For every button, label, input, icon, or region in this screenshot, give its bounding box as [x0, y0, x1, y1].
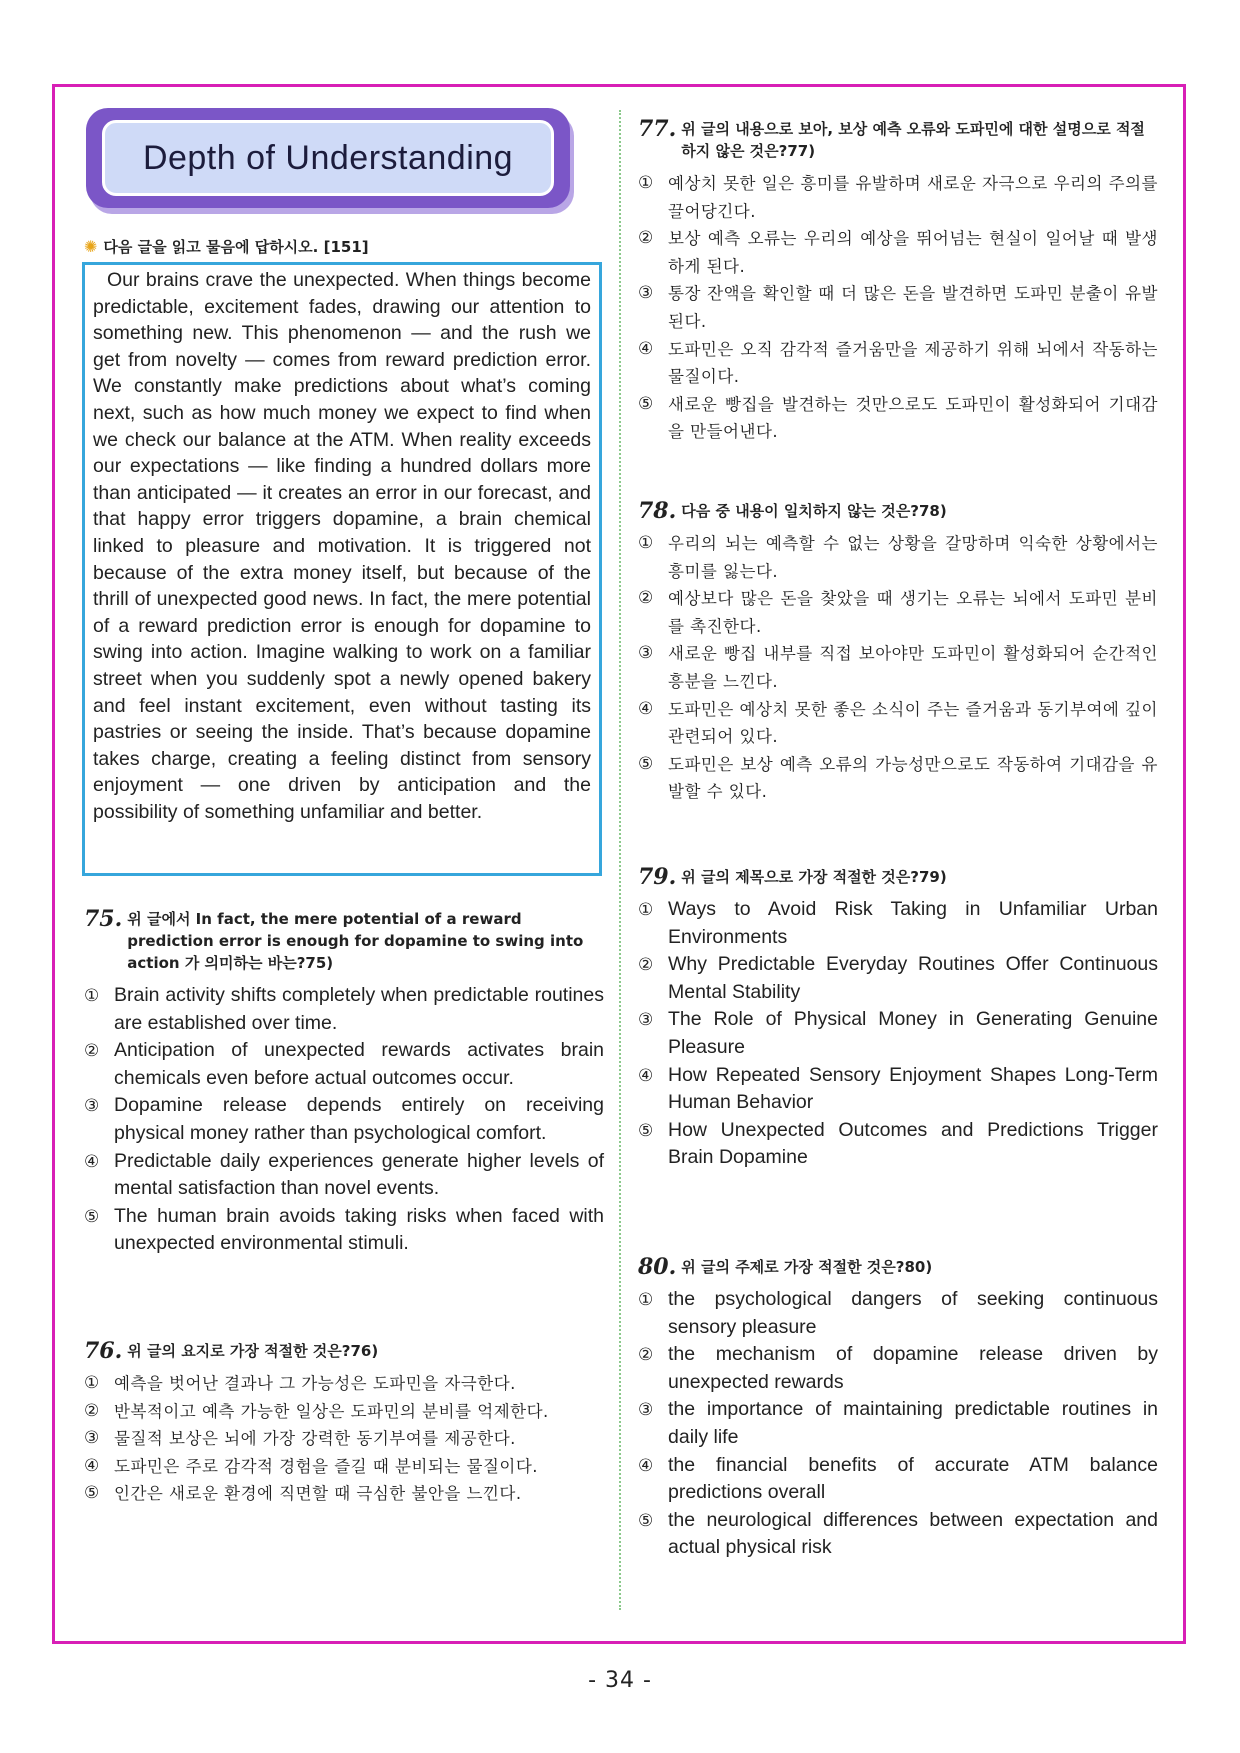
- sun-icon: ✺: [84, 237, 98, 256]
- question-79-options: [638, 896, 1158, 1172]
- option-text: 보상 예측 오류는 우리의 예상을 뛰어넘는 현실이 일어날 때 발생하게 된다.: [668, 229, 1158, 276]
- option-4[interactable]: [84, 1148, 604, 1203]
- option-text: The Role of Physical Money in Generating Genuine Pleasure: [668, 1008, 1158, 1058]
- option-1[interactable]: [638, 896, 1158, 951]
- question-76: [84, 1340, 604, 1508]
- option-marker: ③: [638, 283, 654, 304]
- question-80-number: 80.: [638, 1254, 677, 1280]
- question-79-stem: 위 글의 제목으로 가장 적절한 것은?79): [681, 868, 947, 886]
- section-title: Depth of Understanding: [142, 138, 514, 177]
- question-77-options: [638, 170, 1158, 446]
- option-marker: ⑤: [638, 1120, 654, 1140]
- option-marker: ④: [638, 698, 654, 719]
- option-text: 새로운 빵집 내부를 직접 보아야만 도파민이 활성화되어 순간적인 흥분을 느낀다.: [668, 644, 1158, 691]
- option-marker: ②: [638, 228, 654, 249]
- option-text: Ways to Avoid Risk Taking in Unfamiliar Urban Environments: [668, 898, 1158, 948]
- option-marker: ④: [638, 1455, 654, 1475]
- option-text: The human brain avoids taking risks when faced with unexpected environmental stimuli.: [114, 1204, 604, 1255]
- option-text: How Repeated Sensory Enjoyment Shapes Long-Term Human Behavior: [668, 1063, 1158, 1114]
- option-text: 물질적 보상은 뇌에 가장 강력한 동기부여를 제공한다.: [114, 1429, 516, 1449]
- question-79: [638, 866, 1158, 1172]
- option-2[interactable]: [84, 1037, 604, 1092]
- option-text: 도파민은 오직 감각적 즐거움만을 제공하기 위해 뇌에서 작동하는 물질이다.: [668, 339, 1158, 387]
- question-75-stem: 위 글에서 In fact, the mere potential of a reward prediction error is enough for dopamine to swing into action 가 의미하는 바는?75): [127, 910, 584, 972]
- option-text: 예측을 벗어난 결과나 그 가능성은 도파민을 자극한다.: [114, 1374, 516, 1393]
- option-text: the importance of maintaining predictable routines in daily life: [668, 1398, 1158, 1448]
- option-4[interactable]: [84, 1453, 604, 1481]
- option-text: Predictable daily experiences generate higher levels of mental satisfaction than novel events.: [114, 1149, 604, 1200]
- option-2[interactable]: [638, 225, 1158, 280]
- question-80-options: [638, 1286, 1158, 1562]
- question-76-stem: 위 글의 요지로 가장 적절한 것은?76): [127, 1342, 379, 1360]
- option-text: Dopamine release depends entirely on receiving physical money rather than psychological comfort.: [114, 1094, 604, 1144]
- option-marker: ②: [638, 1345, 654, 1365]
- option-text: 도파민은 보상 예측 오류의 가능성만으로도 작동하여 기대감을 유발할 수 있다.: [668, 754, 1158, 802]
- question-78-stem: 다음 중 내용이 일치하지 않는 것은?78): [681, 502, 947, 520]
- option-text: the neurological differences between expectation and actual physical risk: [668, 1508, 1158, 1559]
- option-marker: ②: [638, 955, 654, 975]
- option-text: 인간은 새로운 환경에 직면할 때 극심한 불안을 느낀다.: [114, 1484, 522, 1504]
- option-2[interactable]: [638, 1341, 1158, 1396]
- option-marker: ①: [84, 1373, 100, 1393]
- option-marker: ③: [84, 1096, 100, 1116]
- option-marker: ①: [638, 1290, 654, 1309]
- page-number: - 34 -: [588, 1668, 652, 1693]
- option-2[interactable]: [638, 585, 1158, 640]
- question-77-header: [638, 118, 1158, 162]
- option-text: 도파민은 예상치 못한 좋은 소식이 주는 즐거움과 동기부여에 깊이 관련되어 있다.: [668, 699, 1158, 747]
- question-78: [638, 500, 1158, 806]
- option-3[interactable]: [84, 1092, 604, 1147]
- option-3[interactable]: [638, 640, 1158, 695]
- question-80: [638, 1256, 1158, 1562]
- option-2[interactable]: [84, 1398, 604, 1426]
- option-5[interactable]: [638, 1507, 1158, 1562]
- option-marker: ⑤: [638, 393, 654, 414]
- question-75: [84, 908, 604, 1258]
- option-text: the psychological dangers of seeking continuous sensory pleasure: [668, 1288, 1158, 1338]
- option-marker: ③: [638, 1400, 654, 1420]
- option-text: 도파민은 주로 감각적 경험을 즐길 때 분비되는 물질이다.: [114, 1456, 539, 1476]
- instruction-line: [84, 236, 369, 257]
- option-marker: ②: [84, 1041, 100, 1061]
- option-marker: ③: [84, 1428, 100, 1449]
- option-1[interactable]: [84, 1370, 604, 1398]
- option-text: 새로운 빵집을 발견하는 것만으로도 도파민이 활성화되어 기대감을 만들어낸다.: [668, 394, 1158, 442]
- question-79-number: 79.: [638, 864, 677, 890]
- option-5[interactable]: [638, 391, 1158, 446]
- option-marker: ①: [638, 900, 654, 919]
- option-text: the financial benefits of accurate ATM balance predictions overall: [668, 1453, 1158, 1504]
- column-divider: [619, 110, 621, 1610]
- option-text: 통장 잔액을 확인할 때 더 많은 돈을 발견하면 도파민 분출이 유발된다.: [668, 284, 1158, 331]
- instruction-text: 다음 글을 읽고 물음에 답하시오. [151]: [103, 238, 369, 256]
- question-78-header: [638, 500, 1158, 522]
- section-title-badge: [86, 108, 570, 208]
- option-marker: ②: [84, 1400, 100, 1421]
- option-text: Brain activity shifts completely when predictable routines are established over time.: [114, 984, 604, 1034]
- option-3[interactable]: [84, 1425, 604, 1453]
- option-2[interactable]: [638, 951, 1158, 1006]
- reading-passage-box: [82, 262, 602, 876]
- option-marker: ⑤: [638, 1510, 654, 1530]
- option-text: 예상치 못한 일은 흥미를 유발하며 새로운 자극으로 우리의 주의를 끌어당긴다.: [668, 174, 1158, 221]
- question-75-number: 75.: [84, 906, 123, 932]
- option-marker: ⑤: [638, 753, 654, 774]
- option-marker: ⑤: [84, 1206, 100, 1226]
- question-77: [638, 118, 1158, 446]
- question-76-options: [84, 1370, 604, 1508]
- option-marker: ①: [638, 173, 654, 193]
- question-77-number: 77.: [638, 116, 677, 142]
- question-75-header: [84, 908, 604, 974]
- question-79-header: [638, 866, 1158, 888]
- option-1[interactable]: [638, 170, 1158, 225]
- option-marker: ⑤: [84, 1483, 100, 1504]
- option-1[interactable]: [638, 1286, 1158, 1341]
- option-5[interactable]: [84, 1203, 604, 1258]
- option-text: the mechanism of dopamine release driven by unexpected rewards: [668, 1343, 1158, 1393]
- question-75-options: [84, 982, 604, 1258]
- option-1[interactable]: [638, 530, 1158, 585]
- option-marker: ④: [638, 338, 654, 359]
- option-1[interactable]: [84, 982, 604, 1037]
- question-80-stem: 위 글의 주제로 가장 적절한 것은?80): [681, 1258, 933, 1276]
- option-marker: ④: [84, 1455, 100, 1476]
- option-marker: ①: [84, 986, 100, 1005]
- option-3[interactable]: [638, 280, 1158, 335]
- question-77-stem: 위 글의 내용으로 보아, 보상 예측 오류와 도파민에 대한 설명으로 적절하지 않은 것은?77): [681, 120, 1145, 160]
- option-marker: ③: [638, 1010, 654, 1030]
- option-5[interactable]: [638, 1117, 1158, 1172]
- option-4[interactable]: [638, 696, 1158, 751]
- option-text: Anticipation of unexpected rewards activates brain chemicals even before actual outcomes occur.: [114, 1039, 604, 1089]
- option-marker: ④: [638, 1065, 654, 1085]
- question-78-options: [638, 530, 1158, 806]
- question-80-header: [638, 1256, 1158, 1278]
- question-76-header: [84, 1340, 604, 1362]
- option-marker: ④: [84, 1151, 100, 1171]
- option-4[interactable]: [638, 1062, 1158, 1117]
- option-marker: ①: [638, 533, 654, 553]
- option-text: Why Predictable Everyday Routines Offer Continuous Mental Stability: [668, 953, 1158, 1003]
- option-text: 예상보다 많은 돈을 찾았을 때 생기는 오류는 뇌에서 도파민 분비를 촉진한다.: [668, 589, 1158, 636]
- section-title-panel: [102, 120, 554, 196]
- option-marker: ②: [638, 588, 654, 609]
- option-5[interactable]: [638, 751, 1158, 806]
- option-text: 반복적이고 예측 가능한 일상은 도파민의 분비를 억제한다.: [114, 1401, 549, 1421]
- option-text: How Unexpected Outcomes and Predictions Trigger Brain Dopamine: [668, 1118, 1158, 1169]
- option-marker: ③: [638, 643, 654, 664]
- question-78-number: 78.: [638, 498, 677, 524]
- option-5[interactable]: [84, 1480, 604, 1508]
- reading-passage: Our brains crave the unexpected. When things become predictable, excitement fades, drawing our attention to something new. This phenomenon — and the rush we get from novelty — comes from reward prediction error. We constantly make predictions about what’s coming next, such as how much money we expect to find when we check our balance at the ATM. When reality exceeds our expectations — like finding a hundred dollars more than anticipated — it creates an error in our forecast, and that happy error triggers dopamine, a brain chemical linked to pleasure and motivation. It is triggered not because of the extra money itself, but because of the thrill of unexpected good news. In fact, the mere potential of a reward prediction error is enough for dopamine to swing into action. Imagine walking to work on a familiar street when you suddenly spot a newly opened bakery and feel instant excitement, even without tasting its pastries or seeing the inside. That’s because dopamine takes charge, creating a feeling distinct from sensory enjoyment — one driven by anticipation and the possibility of something unfamiliar and better.: [93, 269, 591, 823]
- question-76-number: 76.: [84, 1338, 123, 1364]
- option-4[interactable]: [638, 336, 1158, 391]
- option-3[interactable]: [638, 1396, 1158, 1451]
- option-text: 우리의 뇌는 예측할 수 없는 상황을 갈망하며 익숙한 상황에서는 흥미를 잃는다.: [668, 534, 1158, 581]
- option-3[interactable]: [638, 1006, 1158, 1061]
- option-4[interactable]: [638, 1452, 1158, 1507]
